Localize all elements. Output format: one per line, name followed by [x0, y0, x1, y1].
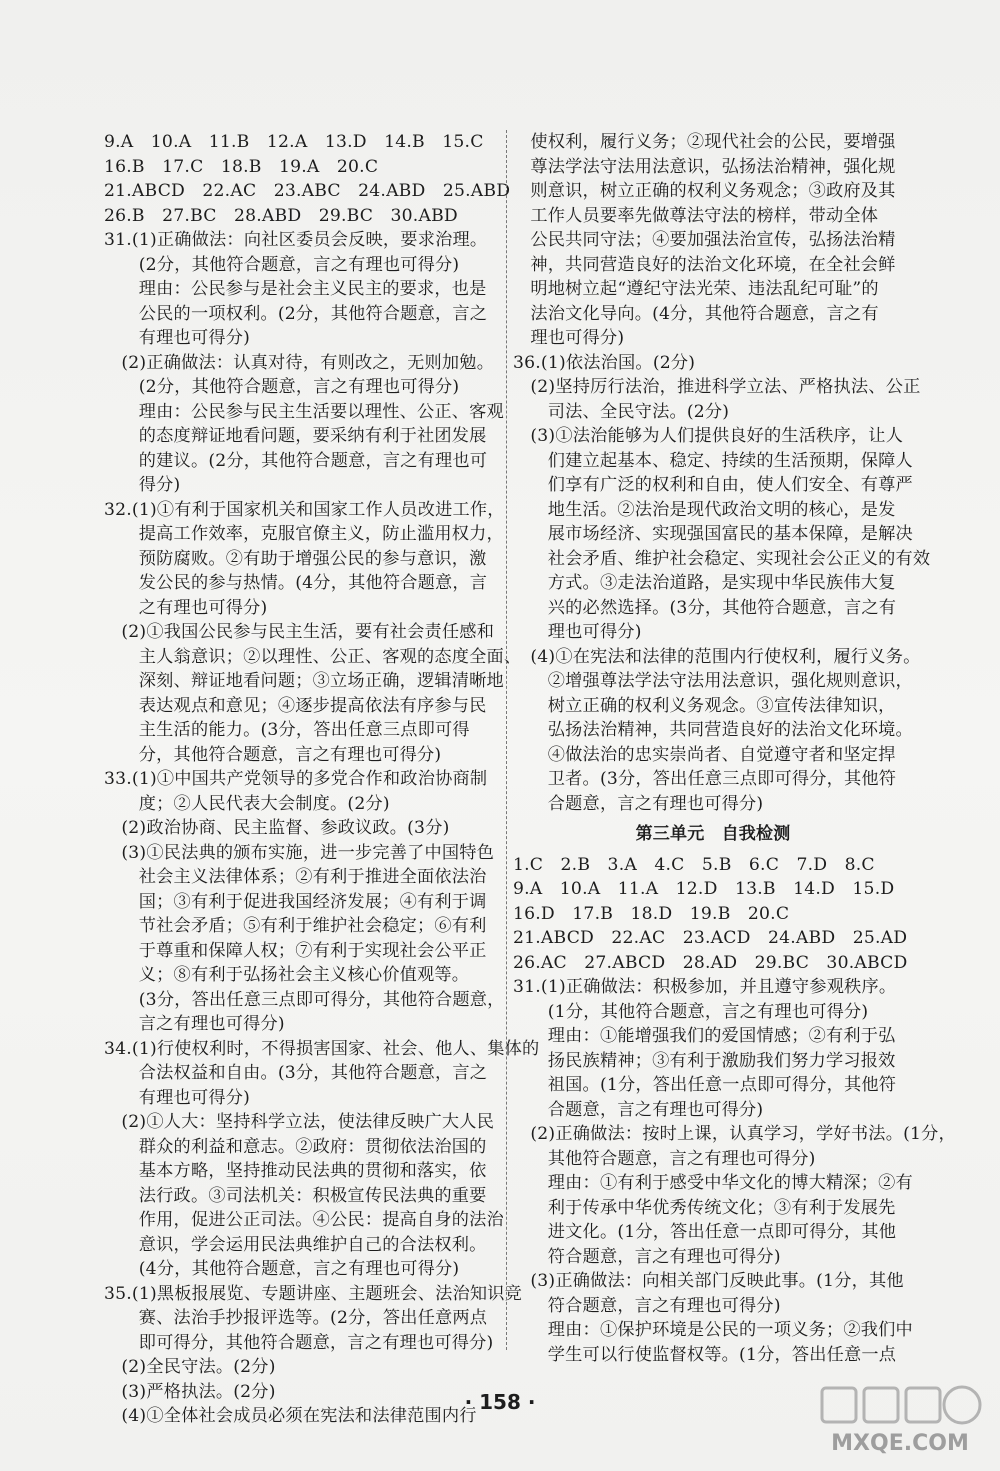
answer-line: (4)①在宪法和法律的范围内行使权利，履行义务。 — [513, 646, 921, 667]
answer-line: 展市场经济、实现强国富民的基本保障，是解决 — [513, 524, 913, 544]
answer-line: 16.D 17.B 18.D 19.B 20.C — [513, 903, 790, 924]
answer-line: (2)坚持厉行法治，推进科学立法、严格执法、公正 — [513, 377, 921, 397]
answer-line: 提高工作效率，克服官僚主义，防止滥用权力， — [104, 524, 504, 544]
right-column — [513, 130, 956, 1367]
answer-line: 之有理也可得分) — [104, 597, 268, 618]
answer-line: 明地树立起“遵纪守法光荣、违法乱纪可耻”的 — [513, 279, 879, 299]
answer-line: 弘扬法治精神，共同营造良好的法治文化环境。 — [513, 720, 913, 740]
answer-line: 学生可以行使监督权等。(1分，答出任意一点 — [513, 1344, 897, 1365]
answer-line: (2)①人大：坚持科学立法，使法律反映广大人民 — [104, 1112, 495, 1132]
answer-line: 36.(1)依法治国。(2分) — [513, 352, 696, 373]
answer-line: 31.(1)正确做法：向社区委员会反映，要求治理。 — [104, 230, 488, 250]
answer-line: 公民的一项权利。(2分，其他符合题意，言之 — [104, 303, 488, 324]
answer-line: 基本方略，坚持推动民法典的贯彻和落实，依 — [104, 1161, 487, 1181]
answer-line: (2)正确做法：按时上课，认真学习，学好书法。(1分， — [513, 1124, 956, 1144]
answer-line: 符合题意，言之有理也可得分) — [513, 1295, 781, 1316]
answer-line: 发公民的参与热情。(4分，其他符合题意，言 — [104, 573, 488, 593]
answer-line: 理由：①保护环境是公民的一项义务；②我们中 — [513, 1320, 913, 1340]
answer-line: 作用，促进公正司法。④公民：提高自身的法治 — [104, 1210, 504, 1230]
answer-line: 赛、法治手抄报评选等。(2分，答出任意两点 — [104, 1308, 488, 1328]
section-heading: 第三单元 自我检测 — [635, 824, 791, 844]
answer-line: 社会矛盾、维护社会稳定、实现社会公正义的有效 — [513, 548, 931, 569]
answer-line: (4)①全体社会成员必须在宪法和法律范围内行 — [104, 1406, 477, 1426]
answer-line: 法行政。③司法机关：积极宣传民法典的重要 — [104, 1185, 487, 1206]
answer-line: 理由：公民参与民主生活要以理性、公正、客观 — [104, 401, 504, 422]
answer-line: 合题意，言之有理也可得分) — [513, 793, 764, 814]
answer-line: 的态度辩证地看问题，要采纳有利于社团发展 — [104, 426, 487, 446]
answer-line: 理也可得分) — [513, 328, 625, 348]
answer-line: 国；③有利于促进我国经济发展；④有利于调 — [104, 891, 487, 912]
answer-line: 深刻、辩证地看问题；③立场正确，逻辑清晰地 — [104, 671, 504, 691]
answer-line: 祖国。(1分，答出任意一点即可得分，其他符 — [513, 1075, 897, 1095]
column-divider — [506, 130, 507, 1350]
answer-line: 度；②人民代表大会制度。(2分) — [104, 793, 390, 814]
answer-line: 则意识，树立正确的权利义务观念；③政府及其 — [513, 181, 896, 201]
answer-line: 卫者。(3分，答出任意三点即可得分，其他符 — [513, 769, 897, 789]
answer-line: (3分，答出任意三点即可得分，其他符合题意， — [104, 989, 505, 1010]
answer-line: (2分，其他符合题意，言之有理也可得分) — [104, 254, 460, 275]
answer-line: 主生活的能力。(3分，答出任意三点即可得 — [104, 720, 470, 740]
answer-line: (2)①我国公民参与民主生活，要有社会责任感和 — [104, 622, 495, 642]
answer-line: 们享有广泛的权利和自由，使人们安全、有尊严 — [513, 475, 913, 495]
answer-line: 使权利，履行义务；②现代社会的公民，要增强 — [513, 132, 896, 152]
answer-line: 的建议。(2分，其他符合题意，言之有理也可 — [104, 450, 488, 471]
watermark-logo — [812, 1380, 988, 1460]
answer-line: 9.A 10.A 11.B 12.A 13.D 14.B 15.C — [104, 132, 484, 152]
answer-line: (3)严格执法。(2分) — [104, 1381, 276, 1402]
answer-line: 进文化。(1分，答出任意一点即可得分，其他 — [513, 1222, 897, 1242]
answer-line: 法治文化导向。(4分，其他符合题意，言之有 — [513, 303, 879, 324]
answer-line: 扬民族精神；③有利于激励我们努力学习报效 — [513, 1050, 896, 1071]
answer-line: 31.(1)正确做法：积极参加，并且遵守参观秩序。 — [513, 977, 897, 997]
answer-line: 26.B 27.BC 28.ABD 29.BC 30.ABD — [104, 205, 458, 226]
answer-line: 于尊重和保障人权；⑦有利于实现社会公平正 — [104, 940, 487, 961]
answer-line: 司法、全民守法。(2分) — [513, 401, 730, 422]
answer-line: (2)全民守法。(2分) — [104, 1357, 276, 1377]
answer-line: 符合题意，言之有理也可得分) — [513, 1246, 781, 1267]
answer-line: 地生活。②法治是现代政治文明的核心，是发 — [513, 499, 896, 520]
answer-line: ②增强尊法学法守法用法意识，强化规则意识， — [513, 671, 913, 691]
answer-line: 预防腐败。②有助于增强公民的参与意识，激 — [104, 548, 487, 569]
answer-line: (4分，其他符合题意，言之有理也可得分) — [104, 1259, 460, 1279]
answer-line: 9.A 10.A 11.A 12.D 13.B 14.D 15.D — [513, 879, 895, 899]
answer-line: 1.C 2.B 3.A 4.C 5.B 6.C 7.D 8.C — [513, 854, 875, 875]
answer-line: 21.ABCD 22.AC 23.ABC 24.ABD 25.ABD — [104, 181, 511, 201]
answer-line: (2)正确做法：认真对待，有则改之，无则加勉。 — [104, 352, 495, 373]
answer-line: 表达观点和意见；④逐步提高依法有序参与民 — [104, 695, 487, 716]
answer-line: 35.(1)黑板报展览、专题讲座、主题班会、法治知识竞 — [104, 1283, 523, 1304]
answer-line: 得分) — [104, 475, 181, 495]
page-number: · 158 · — [464, 1390, 536, 1414]
answer-line: 32.(1)①有利于国家机关和国家工作人员改进工作， — [104, 499, 505, 520]
answer-line: 即可得分，其他符合题意，言之有理也可得分) — [104, 1332, 494, 1353]
answer-line: (3)①民法典的颁布实施，进一步完善了中国特色 — [104, 842, 495, 863]
answer-line: 言之有理也可得分) — [104, 1014, 285, 1034]
answer-line: 21.ABCD 22.AC 23.ACD 24.ABD 25.AD — [513, 928, 908, 948]
answer-line: 合法权益和自由。(3分，其他符合题意，言之 — [104, 1063, 488, 1083]
answer-line: (2分，其他符合题意，言之有理也可得分) — [104, 377, 460, 397]
answer-line: 合题意，言之有理也可得分) — [513, 1099, 764, 1120]
answer-line: (1分，其他符合题意，言之有理也可得分) — [513, 1001, 869, 1022]
answer-line: 主人翁意识；②以理性、公正、客观的态度全面、 — [104, 646, 522, 667]
answer-line: (2)政治协商、民主监督、参政议政。(3分) — [104, 818, 450, 838]
answer-line: 理由：①能增强我们的爱国情感；②有利于弘 — [513, 1026, 896, 1046]
answer-line: 群众的利益和意志。②政府：贯彻依法治国的 — [104, 1136, 487, 1157]
answer-line: 其他符合题意，言之有理也可得分) — [513, 1148, 816, 1169]
answer-line: 16.B 17.C 18.B 19.A 20.C — [104, 156, 379, 177]
answer-line: 理由：公民参与是社会主义民主的要求，也是 — [104, 279, 487, 299]
left-column — [104, 130, 540, 1429]
answer-line: 有理也可得分) — [104, 1087, 251, 1108]
answer-line: 工作人员要率先做尊法守法的榜样，带动全体 — [513, 205, 879, 226]
answer-line: 义；⑧有利于弘扬社会主义核心价值观等。 — [104, 965, 470, 985]
answer-line: 节社会矛盾；⑤有利于维护社会稳定；⑥有利 — [104, 916, 487, 936]
answer-line: 方式。③走法治道路，是实现中华民族伟大复 — [513, 573, 896, 593]
answer-line: ④做法治的忠实崇尚者、自觉遵守者和坚定捍 — [513, 744, 896, 765]
answer-line: 神，共同营造良好的法治文化环境，在全社会鲜 — [513, 254, 896, 275]
answer-line: 利于传承中华优秀传统文化；③有利于发展先 — [513, 1197, 896, 1218]
answer-line: 33.(1)①中国共产党领导的多党合作和政治协商制 — [104, 769, 488, 789]
answer-line: 们建立起基本、稳定、持续的生活预期，保障人 — [513, 450, 913, 471]
answer-line: 理由：①有利于感受中华文化的博大精深；②有 — [513, 1173, 913, 1193]
answer-line: 34.(1)行使权利时，不得损害国家、社会、他人、集体的 — [104, 1038, 540, 1059]
answer-line: (3)①法治能够为人们提供良好的生活秩序，让人 — [513, 426, 904, 446]
answer-line: 有理也可得分) — [104, 328, 251, 348]
answer-line: 分，其他符合题意，言之有理也可得分) — [104, 744, 442, 765]
answer-line: 尊法学法守法用法意识，弘扬法治精神，强化规 — [513, 156, 896, 177]
answer-line: 公民共同守法；④要加强法治宣传，弘扬法治精 — [513, 230, 896, 250]
answer-line: 树立正确的权利义务观念。③宣传法律知识， — [513, 695, 896, 716]
answer-line: (3)正确做法：向相关部门反映此事。(1分，其他 — [513, 1271, 904, 1291]
answer-line: 意识，学会运用民法典维护自己的合法权利。 — [104, 1234, 487, 1255]
answer-line: 兴的必然选择。(3分，其他符合题意，言之有 — [513, 597, 897, 618]
watermark-text: MXQE.COM — [831, 1431, 969, 1456]
answer-line: 26.AC 27.ABCD 28.AD 29.BC 30.ABCD — [513, 952, 908, 973]
answer-line: 理也可得分) — [513, 622, 642, 642]
answer-line: 社会主义法律体系；②有利于推进全面依法治 — [104, 867, 487, 887]
